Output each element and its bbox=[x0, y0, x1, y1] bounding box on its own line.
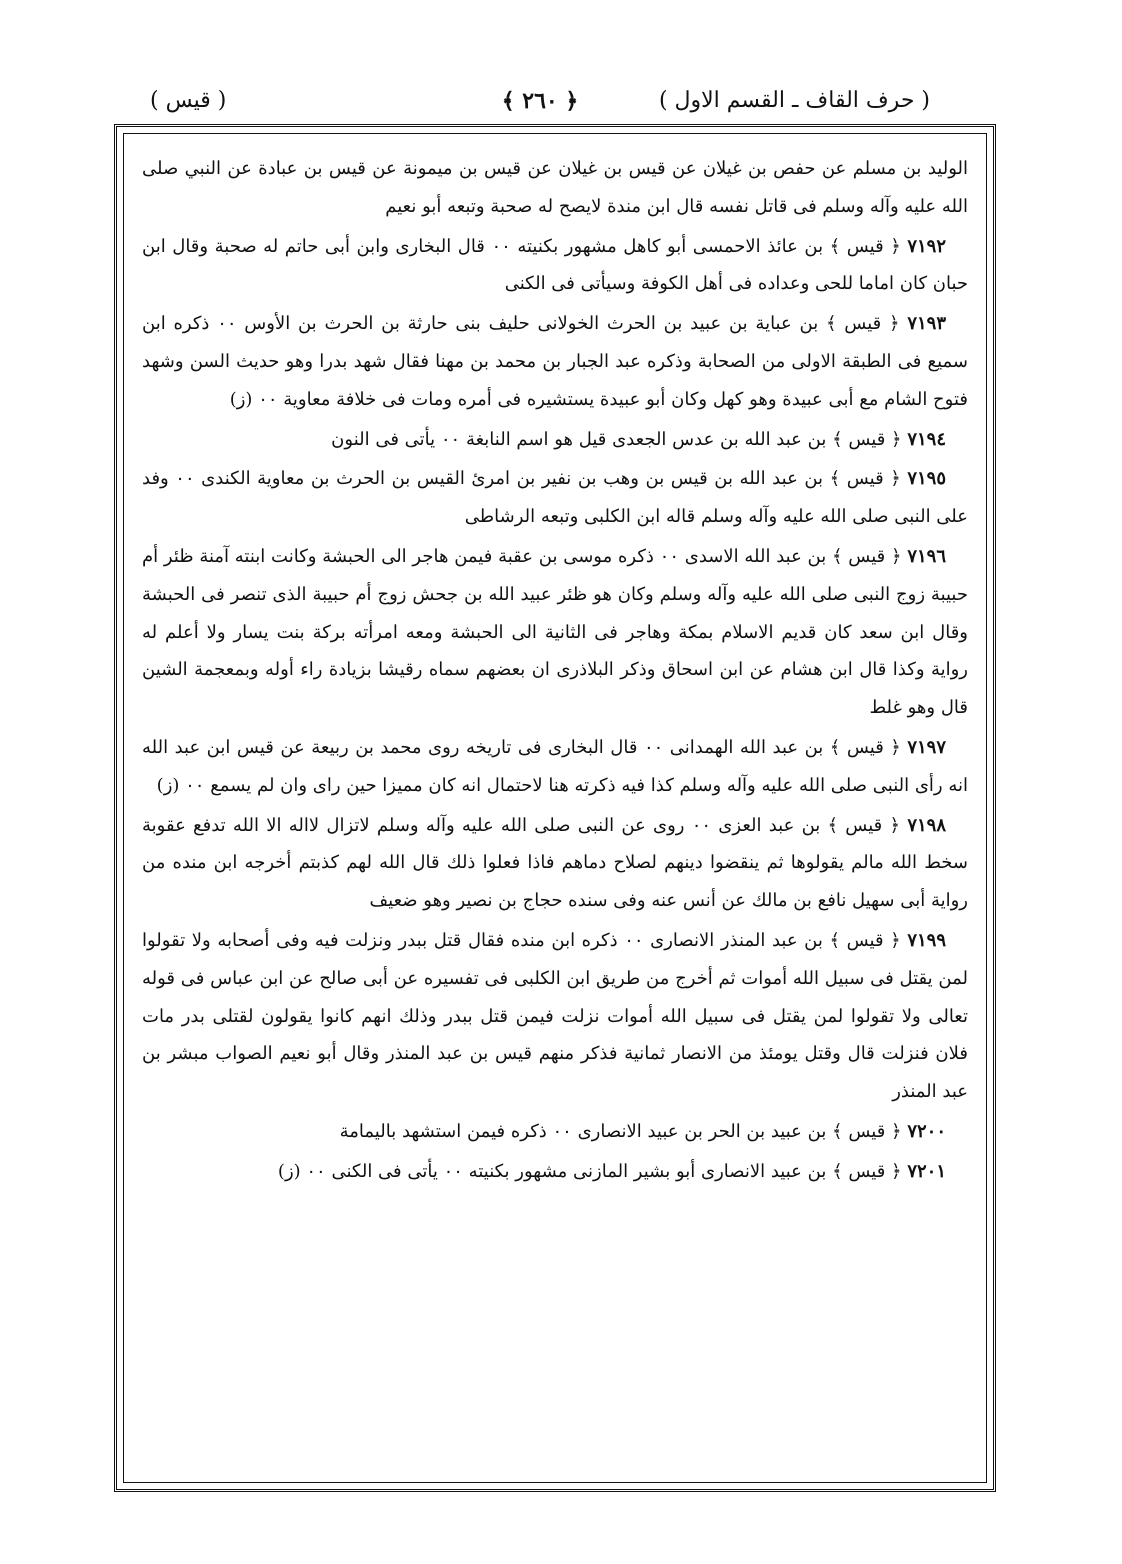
entry-paragraph bbox=[142, 922, 968, 1111]
chapter-title: ( حرف القاف ـ القسم الاول ) bbox=[658, 88, 930, 113]
entry-number: ٧١٩٩ bbox=[907, 929, 946, 951]
entry-text: ﴿ قيس ﴾ بن عبيد الانصارى أبو بشير المازنى مشهور بكنيته ٠٠ يأتى فى الكنى ٠٠ (ز) bbox=[277, 1160, 902, 1182]
entry-number: ٧١٩٤ bbox=[907, 428, 946, 450]
entry-text: ﴿ قيس ﴾ بن عبد المنذر الانصارى ٠٠ ذكره ابن منده فقال قتل ببدر ونزلت فيه وفى أصحابه ولا تقولوا لمن يقتل فى سبيل الله أموات ثم أخرج من طريق ابن الكلبى فى تفسيره عن أبى صالح عن ابن عباس فى قوله تعالى ولا تقولوا لمن يقتل فى سبيل الله أموات نزلت فيمن قتل ببدر وذلك انهم كانوا يقولون لقتلى بدر مات فلان فنزلت قال وقتل يومئذ من الانصار ثمانية فذكر منهم قيس بن عبد المنذر وقال أبو نعيم الصواب مبشر بن عبد المنذر bbox=[142, 929, 968, 1103]
entry-paragraph bbox=[142, 1153, 968, 1191]
entry-paragraph bbox=[142, 538, 968, 727]
entry-number: ٧١٩٥ bbox=[907, 468, 946, 490]
entry-paragraph bbox=[142, 807, 968, 920]
page-frame bbox=[114, 124, 996, 1492]
entry-text: الوليد بن مسلم عن حفص بن غيلان عن قيس بن غيلان عن قيس بن ميمونة عن قيس بن عبادة عن النبي صلى الله عليه وآله وسلم فى قاتل نفسه قال ابن مندة لايصح له صحبة وتبعه أبو نعيم bbox=[142, 158, 968, 217]
entry-text: ﴿ قيس ﴾ بن عبد العزى ٠٠ روى عن النبى صلى الله عليه وآله وسلم لاتزال لااله الا الله تدفع عقوبة سخط الله مالم يقولوها ثم ينقضوا دينهم لصلاح دماهم فاذا فعلوا ذلك قال الله لهم كذبتم أخرجه ابن منده من رواية أبى سهيل نافع بن مالك عن أنس عنه وفى سنده حجاج بن نصير وهو ضعيف bbox=[142, 814, 968, 912]
entry-text: ﴿ قيس ﴾ بن عائذ الاحمسى أبو كاهل مشهور بكنيته ٠٠ قال البخارى وابن أبى حاتم له صحبة وقال ابن حبان كان اماما للحى وعداده فى أهل الكوفة وسيأتى فى الكنى bbox=[142, 235, 968, 295]
entry-paragraph bbox=[142, 421, 968, 459]
entry-paragraph bbox=[142, 460, 968, 536]
entry-paragraph bbox=[142, 1113, 968, 1151]
entry-number: ٧١٩٧ bbox=[907, 736, 946, 758]
entry-paragraph bbox=[142, 305, 968, 418]
entry-paragraph bbox=[142, 150, 968, 226]
entry-number: ٧١٩٢ bbox=[907, 235, 946, 257]
entry-paragraph bbox=[142, 228, 968, 304]
entry-text: ﴿ قيس ﴾ بن عبد الله الهمدانى ٠٠ قال البخارى فى تاريخه روى محمد بن ربيعة عن قيس ابن عبد الله انه رأى النبى صلى الله عليه وآله وسلم كذا فيه ذكرته هنا لاحتمال انه كان مميزا حين راى وان لم يسمع ٠٠ (ز) bbox=[142, 736, 968, 796]
page-header bbox=[150, 88, 930, 122]
entry-text: ﴿ قيس ﴾ بن عبيد بن الحر بن عبيد الانصارى ٠٠ ذكره فيمن استشهد باليمامة bbox=[339, 1120, 902, 1142]
entry-number: ٧١٩٣ bbox=[907, 313, 946, 335]
entry-paragraph bbox=[142, 729, 968, 805]
entry-text: ﴿ قيس ﴾ بن عبد الله بن عدس الجعدى قيل هو اسم النابغة ٠٠ يأتى فى النون bbox=[331, 428, 902, 450]
page-frame-inner bbox=[123, 133, 987, 1483]
entry-number: ٧٢٠١ bbox=[907, 1160, 946, 1182]
entry-number: ٧١٩٦ bbox=[907, 545, 946, 567]
entry-text: ﴿ قيس ﴾ بن عبد الله الاسدى ٠٠ ذكره موسى بن عقبة فيمن هاجر الى الحبشة وكانت ابنته آمنة ظئر أم حبيبة زوج النبى صلى الله عليه وآله وسلم وكان هو ظئر عبيد الله بن جحش زوج أم حبيبة الذى تنصر فى الحبشة وقال ابن سعد كان قديم الاسلام بمكة وهاجر فى الثانية الى الحبشة ومعه امرأته بركة بنت يسار ولا أعلم له رواية وكذا قال ابن هشام عن ابن اسحاق وذكر البلاذرى ان بعضهم سماه رقيشا بزيادة راء أوله وبمعجمة الشين قال وهو غلط bbox=[142, 545, 968, 719]
entry-heading: ( قيس ) bbox=[150, 88, 227, 113]
entry-text: ﴿ قيس ﴾ بن عباية بن عبيد بن الحرث الخولانى حليف بنى حارثة بن الحرث بن الأوس ٠٠ ذكره ابن سميع فى الطبقة الاولى من الصحابة وذكره عبد الجبار بن محمد بن مهنا فقال شهد بدرا وهو حديث السن وشهد فتوح الشام مع أبى عبيدة وهو كهل وكان أبو عبيدة يستشيره فى أمره ومات فى خلافة معاوية ٠٠ (ز) bbox=[142, 313, 969, 410]
entry-text: ﴿ قيس ﴾ بن عبد الله بن قيس بن وهب بن نفير بن امرئ القيس بن الحرث بن معاوية الكندى ٠٠ وفد على النبى صلى الله عليه وآله وسلم قاله ابن الكلبى وتبعه الرشاطى bbox=[142, 468, 968, 528]
entry-number: ٧١٩٨ bbox=[907, 814, 946, 836]
page-body bbox=[142, 150, 968, 1191]
entry-number: ٧٢٠٠ bbox=[907, 1120, 946, 1142]
page-number: ﴿ ٢٦٠ ﴾ bbox=[501, 88, 579, 114]
